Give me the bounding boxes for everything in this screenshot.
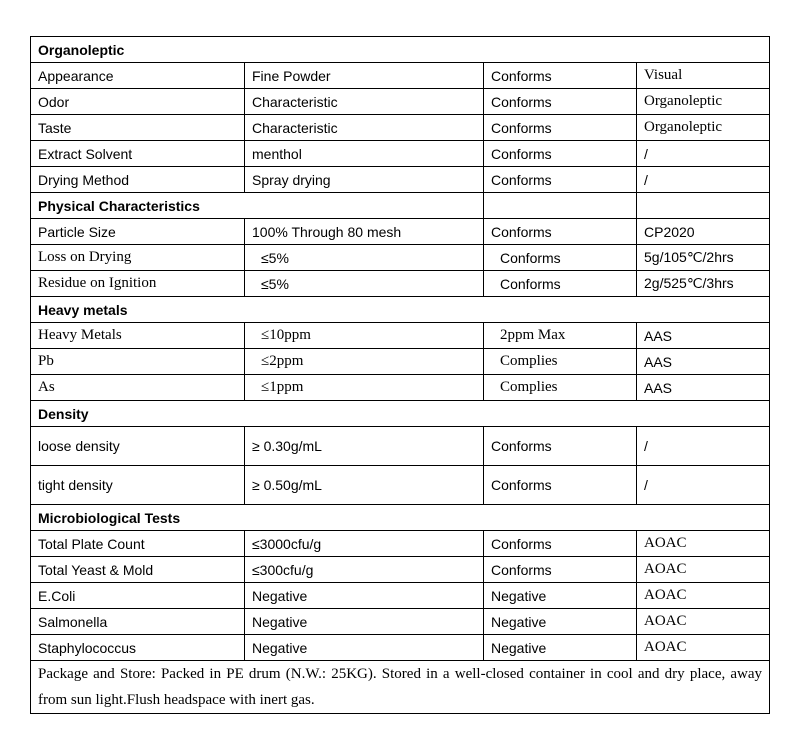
- table-row: [31, 635, 770, 661]
- cell-item: Particle Size: [31, 219, 245, 245]
- table-row: [31, 609, 770, 635]
- cell-method: Organoleptic: [637, 115, 770, 141]
- cell-method: AOAC: [637, 583, 770, 609]
- cell-spec: Negative: [245, 635, 484, 661]
- cell-spec: ≥ 0.50g/mL: [245, 466, 484, 505]
- cell-item: Pb: [31, 349, 245, 375]
- cell-spec: ≤5%: [245, 271, 484, 297]
- table-row: [31, 349, 770, 375]
- section-title: Heavy metals: [31, 297, 770, 323]
- cell-result: Complies: [484, 375, 637, 401]
- cell-spec: ≤10ppm: [245, 323, 484, 349]
- cell-item: Extract Solvent: [31, 141, 245, 167]
- section-title: Microbiological Tests: [31, 505, 770, 531]
- cell-method: 2g/525℃/3hrs: [637, 271, 770, 297]
- cell-item: Salmonella: [31, 609, 245, 635]
- cell-method: AOAC: [637, 609, 770, 635]
- cell-result: Negative: [484, 583, 637, 609]
- table-row: [31, 245, 770, 271]
- section-title: Organoleptic: [31, 37, 770, 63]
- cell-item: Drying Method: [31, 167, 245, 193]
- section-header-row: [31, 37, 770, 63]
- table-row: [31, 323, 770, 349]
- cell-spec: Fine Powder: [245, 63, 484, 89]
- table-row: [31, 115, 770, 141]
- cell-result: Negative: [484, 609, 637, 635]
- section-header-row: [31, 401, 770, 427]
- cell-method: AAS: [637, 375, 770, 401]
- table-row: [31, 375, 770, 401]
- table-row: [31, 167, 770, 193]
- empty-cell: [484, 193, 637, 219]
- cell-method: CP2020: [637, 219, 770, 245]
- cell-spec: ≤3000cfu/g: [245, 531, 484, 557]
- cell-spec: 100% Through 80 mesh: [245, 219, 484, 245]
- cell-spec: ≤2ppm: [245, 349, 484, 375]
- cell-spec: Characteristic: [245, 115, 484, 141]
- table-row: [31, 531, 770, 557]
- table-row: [31, 466, 770, 505]
- cell-spec: Negative: [245, 583, 484, 609]
- table-row: [31, 63, 770, 89]
- cell-spec: menthol: [245, 141, 484, 167]
- cell-method: Organoleptic: [637, 89, 770, 115]
- table-row: [31, 557, 770, 583]
- section-header-row: [31, 505, 770, 531]
- cell-spec: Characteristic: [245, 89, 484, 115]
- section-header-row: [31, 297, 770, 323]
- table-row: [31, 271, 770, 297]
- cell-item: As: [31, 375, 245, 401]
- cell-item: Loss on Drying: [31, 245, 245, 271]
- table-row: [31, 219, 770, 245]
- cell-result: 2ppm Max: [484, 323, 637, 349]
- table-row: [31, 583, 770, 609]
- cell-result: Complies: [484, 349, 637, 375]
- cell-item: Residue on Ignition: [31, 271, 245, 297]
- cell-item: Odor: [31, 89, 245, 115]
- cell-method: AOAC: [637, 531, 770, 557]
- package-and-store-note: Package and Store: Packed in PE drum (N.W.: 25KG). Stored in a well-closed container in cool and dry place, away from sun light.Flush headspace with inert gas.: [31, 661, 770, 714]
- cell-result: Conforms: [484, 427, 637, 466]
- cell-item: Staphylococcus: [31, 635, 245, 661]
- cell-item: Total Plate Count: [31, 531, 245, 557]
- footer-row: [31, 661, 770, 714]
- cell-item: Taste: [31, 115, 245, 141]
- cell-result: Conforms: [484, 141, 637, 167]
- cell-item: tight density: [31, 466, 245, 505]
- cell-method: Visual: [637, 63, 770, 89]
- section-header-row: [31, 193, 770, 219]
- cell-method: /: [637, 167, 770, 193]
- specification-table-body: [31, 37, 770, 714]
- cell-result: Conforms: [484, 531, 637, 557]
- cell-method: /: [637, 466, 770, 505]
- cell-spec: ≤5%: [245, 245, 484, 271]
- table-row: [31, 427, 770, 466]
- cell-item: Appearance: [31, 63, 245, 89]
- cell-method: AOAC: [637, 557, 770, 583]
- cell-result: Conforms: [484, 557, 637, 583]
- table-row: [31, 89, 770, 115]
- cell-spec: ≥ 0.30g/mL: [245, 427, 484, 466]
- section-title: Physical Characteristics: [31, 193, 484, 219]
- cell-spec: Negative: [245, 609, 484, 635]
- cell-result: Conforms: [484, 63, 637, 89]
- cell-result: Negative: [484, 635, 637, 661]
- cell-method: /: [637, 427, 770, 466]
- cell-spec: ≤300cfu/g: [245, 557, 484, 583]
- cell-item: Total Yeast & Mold: [31, 557, 245, 583]
- cell-item: Heavy Metals: [31, 323, 245, 349]
- cell-result: Conforms: [484, 219, 637, 245]
- cell-result: Conforms: [484, 115, 637, 141]
- section-title: Density: [31, 401, 770, 427]
- specification-table: [30, 36, 770, 714]
- cell-spec: Spray drying: [245, 167, 484, 193]
- cell-method: AAS: [637, 323, 770, 349]
- cell-result: Conforms: [484, 271, 637, 297]
- cell-item: E.Coli: [31, 583, 245, 609]
- cell-result: Conforms: [484, 167, 637, 193]
- table-row: [31, 141, 770, 167]
- cell-method: /: [637, 141, 770, 167]
- empty-cell: [637, 193, 770, 219]
- cell-result: Conforms: [484, 89, 637, 115]
- cell-result: Conforms: [484, 245, 637, 271]
- cell-method: AAS: [637, 349, 770, 375]
- cell-method: 5g/105℃/2hrs: [637, 245, 770, 271]
- cell-item: loose density: [31, 427, 245, 466]
- cell-result: Conforms: [484, 466, 637, 505]
- cell-spec: ≤1ppm: [245, 375, 484, 401]
- cell-method: AOAC: [637, 635, 770, 661]
